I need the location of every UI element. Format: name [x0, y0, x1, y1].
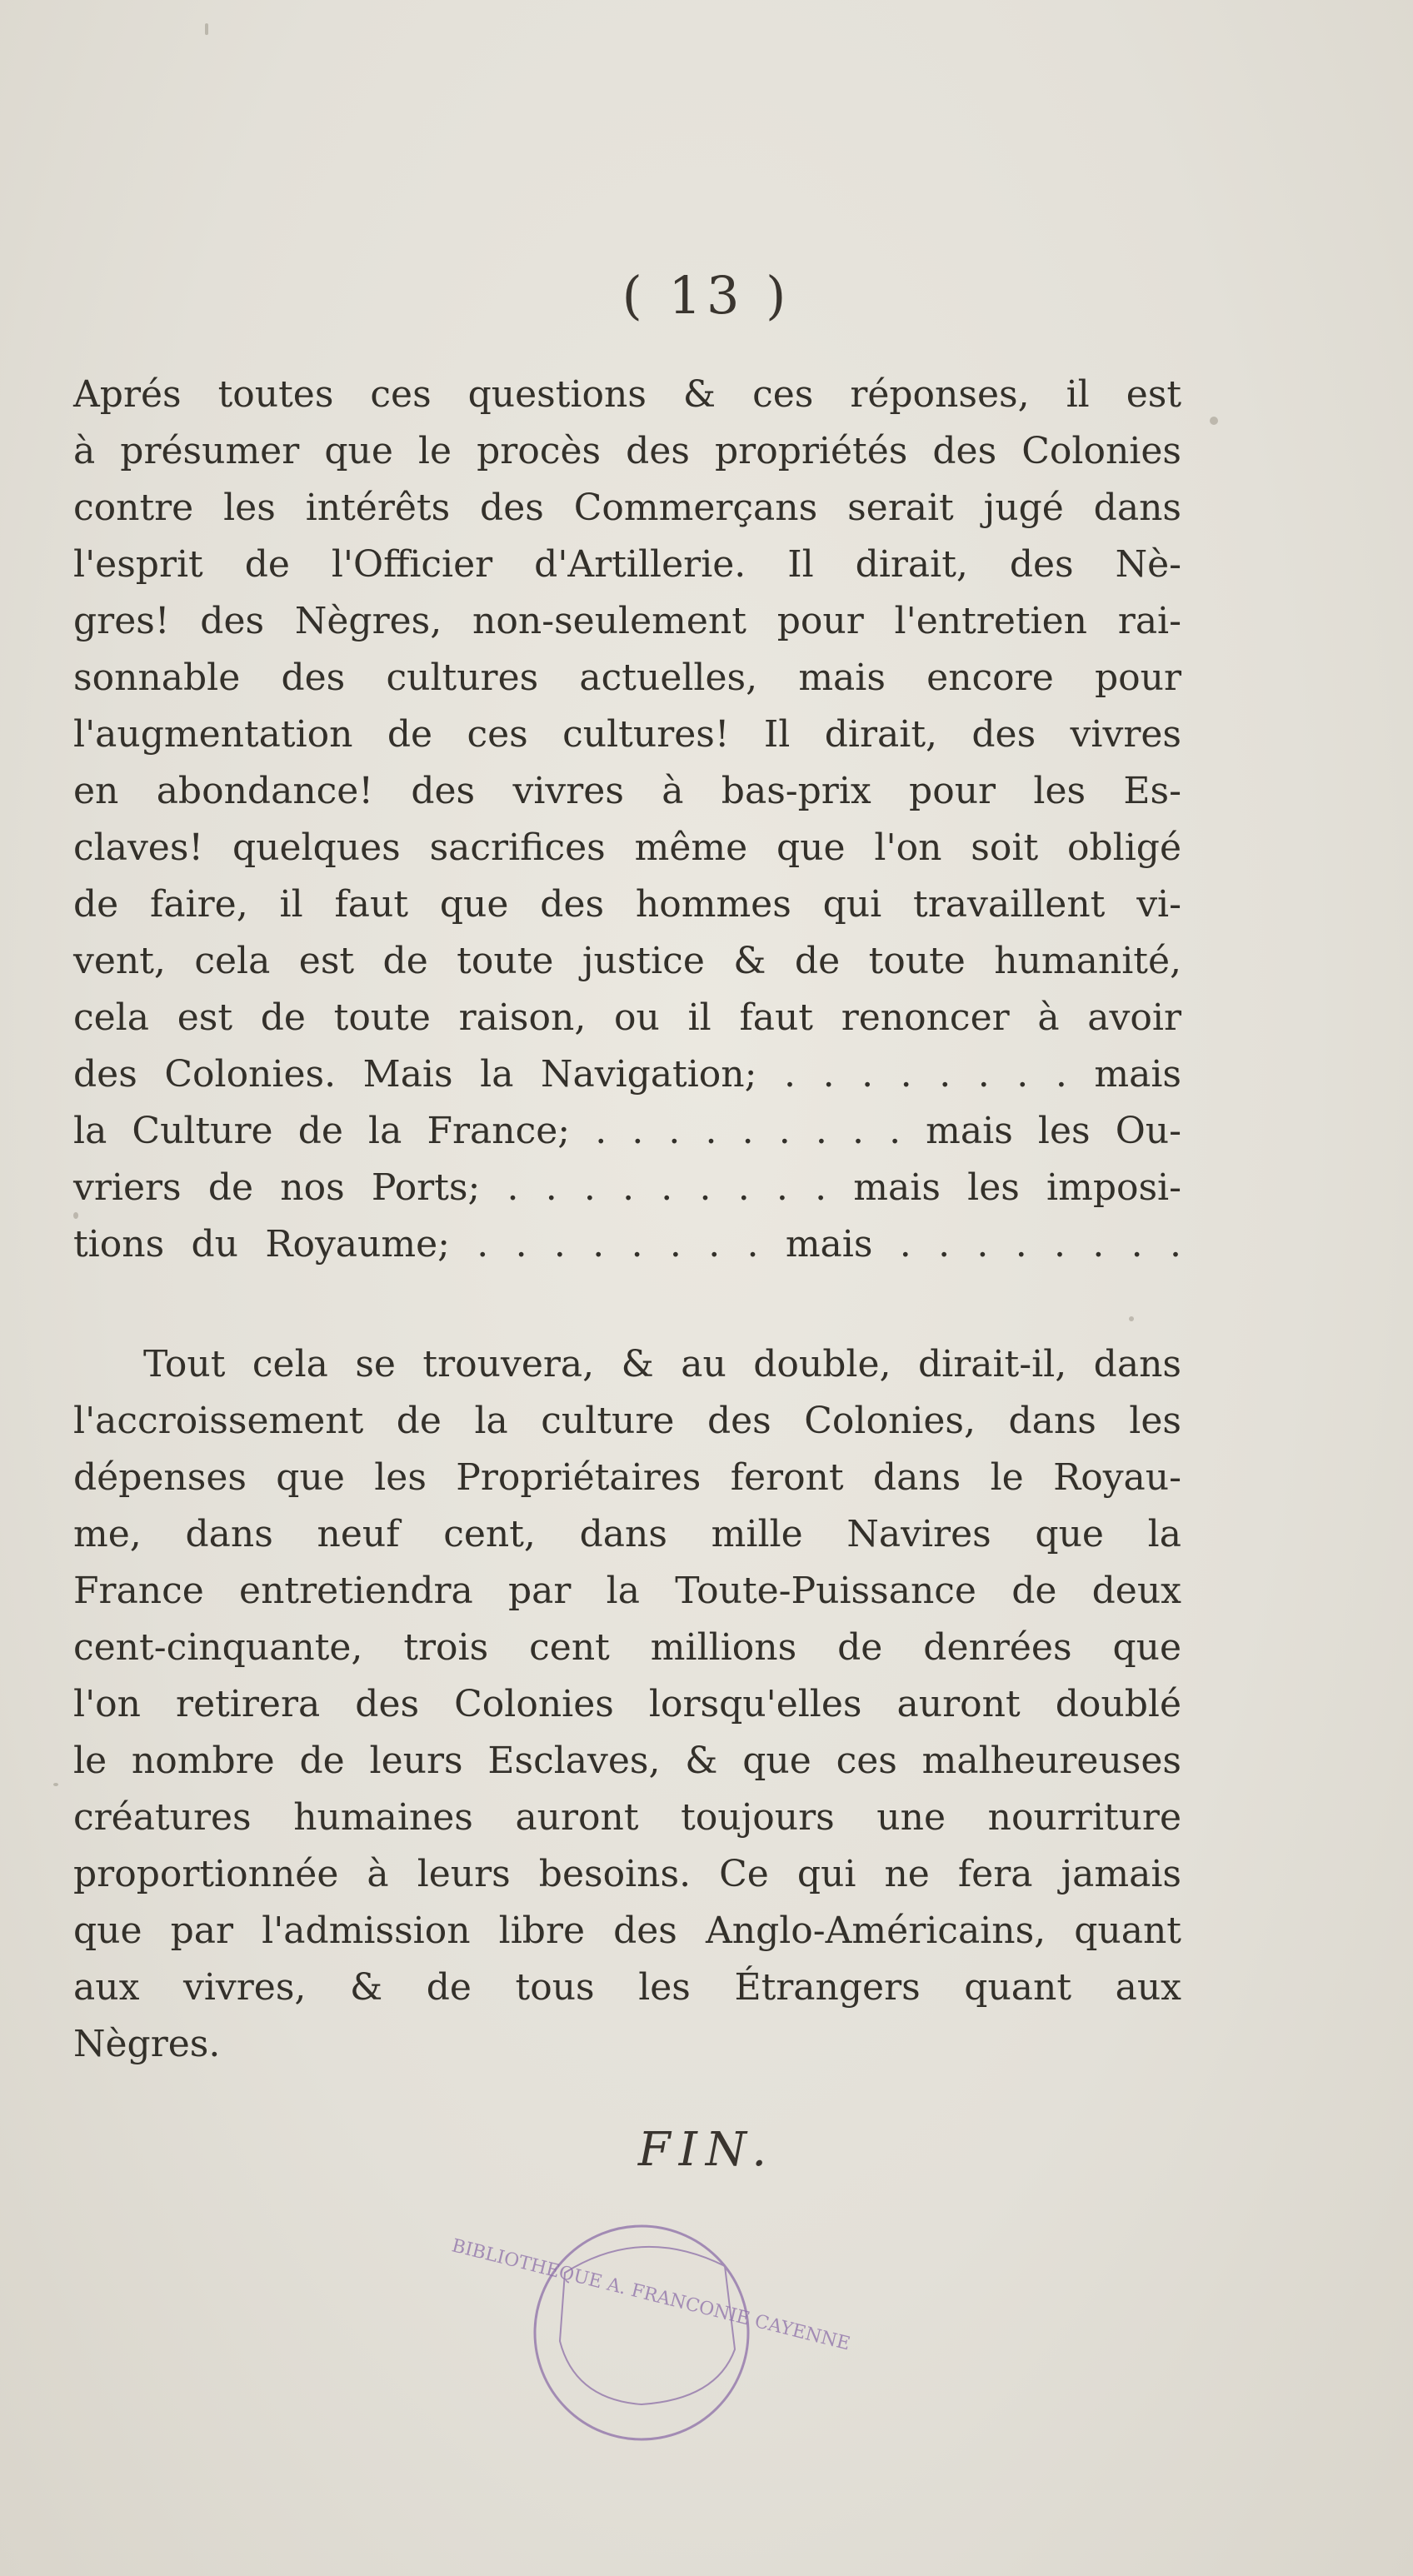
page-number: ( 13 ) — [622, 265, 791, 326]
text-line: gres! des Nègres, non-seulement pour l'entretien rai- — [73, 600, 1181, 642]
text-line: l'esprit de l'Officier d'Artillerie. Il dirait, des Nè- — [73, 543, 1181, 586]
paragraph-2 — [73, 1343, 1181, 2093]
text-line: proportionnée à leurs besoins. Ce qui ne fera jamais — [73, 1853, 1181, 1895]
text-line: Nègres. — [73, 2023, 221, 2065]
text-line: l'on retirera des Colonies lorsqu'elles auront doublé — [73, 1683, 1181, 1725]
text-line: créatures humaines auront toujours une nourriture — [73, 1796, 1181, 1839]
text-line: vriers de nos Ports; . . . . . . . . . mais les imposi- — [73, 1166, 1181, 1209]
stamp-text: BIBLIOTHEQUE A. FRANCONIE CAYENNE — [449, 2235, 852, 2355]
text-line: en abondance! des vivres à bas-prix pour les Es- — [73, 770, 1181, 812]
library-stamp — [449, 2208, 852, 2458]
text-line: l'accroissement de la culture des Colonies, dans les — [73, 1400, 1181, 1442]
text-line: cela est de toute raison, ou il faut renoncer à avoir — [73, 996, 1181, 1039]
text-line: France entretiendra par la Toute-Puissance de deux — [73, 1570, 1181, 1612]
text-line: tions du Royaume; . . . . . . . . mais . . . . . . . . — [73, 1223, 1181, 1266]
text-line: Aprés toutes ces questions & ces réponses, il est — [73, 373, 1181, 416]
paper-speck — [1210, 417, 1218, 425]
closing-fin: FIN. — [637, 2123, 776, 2177]
text-line: claves! quelques sacrifices même que l'on soit obligé — [73, 826, 1181, 869]
text-line: contre les intérêts des Commerçans serait jugé dans — [73, 487, 1181, 529]
text-line: de faire, il faut que des hommes qui travaillent vi- — [73, 883, 1181, 926]
paper-speck — [205, 23, 208, 35]
text-line: à présumer que le procès des propriétés des Colonies — [73, 430, 1181, 472]
text-line: Tout cela se trouvera, & au double, dirait-il, dans — [143, 1343, 1181, 1385]
text-line: le nombre de leurs Esclaves, & que ces malheureuses — [73, 1740, 1181, 1782]
text-line: l'augmentation de ces cultures! Il dirait, des vivres — [73, 713, 1181, 756]
text-line: aux vivres, & de tous les Étrangers quant aux — [73, 1966, 1181, 2009]
text-line: des Colonies. Mais la Navigation; . . . . . . . . mais — [73, 1053, 1181, 1096]
text-line: vent, cela est de toute justice & de toute humanité, — [73, 940, 1181, 982]
text-line: la Culture de la France; . . . . . . . . . mais les Ou- — [73, 1110, 1181, 1152]
stamp-ring — [535, 2226, 748, 2439]
paragraph-1 — [73, 373, 1181, 1290]
paper-speck — [53, 1783, 58, 1786]
paper-speck — [1129, 1316, 1134, 1321]
text-line: dépenses que les Propriétaires feront dans le Royau- — [73, 1456, 1181, 1499]
text-line: me, dans neuf cent, dans mille Navires que la — [73, 1513, 1181, 1555]
text-line: sonnable des cultures actuelles, mais encore pour — [73, 656, 1181, 699]
text-line: que par l'admission libre des Anglo-Américains, quant — [73, 1910, 1181, 1952]
text-line: cent-cinquante, trois cent millions de denrées que — [73, 1626, 1181, 1669]
